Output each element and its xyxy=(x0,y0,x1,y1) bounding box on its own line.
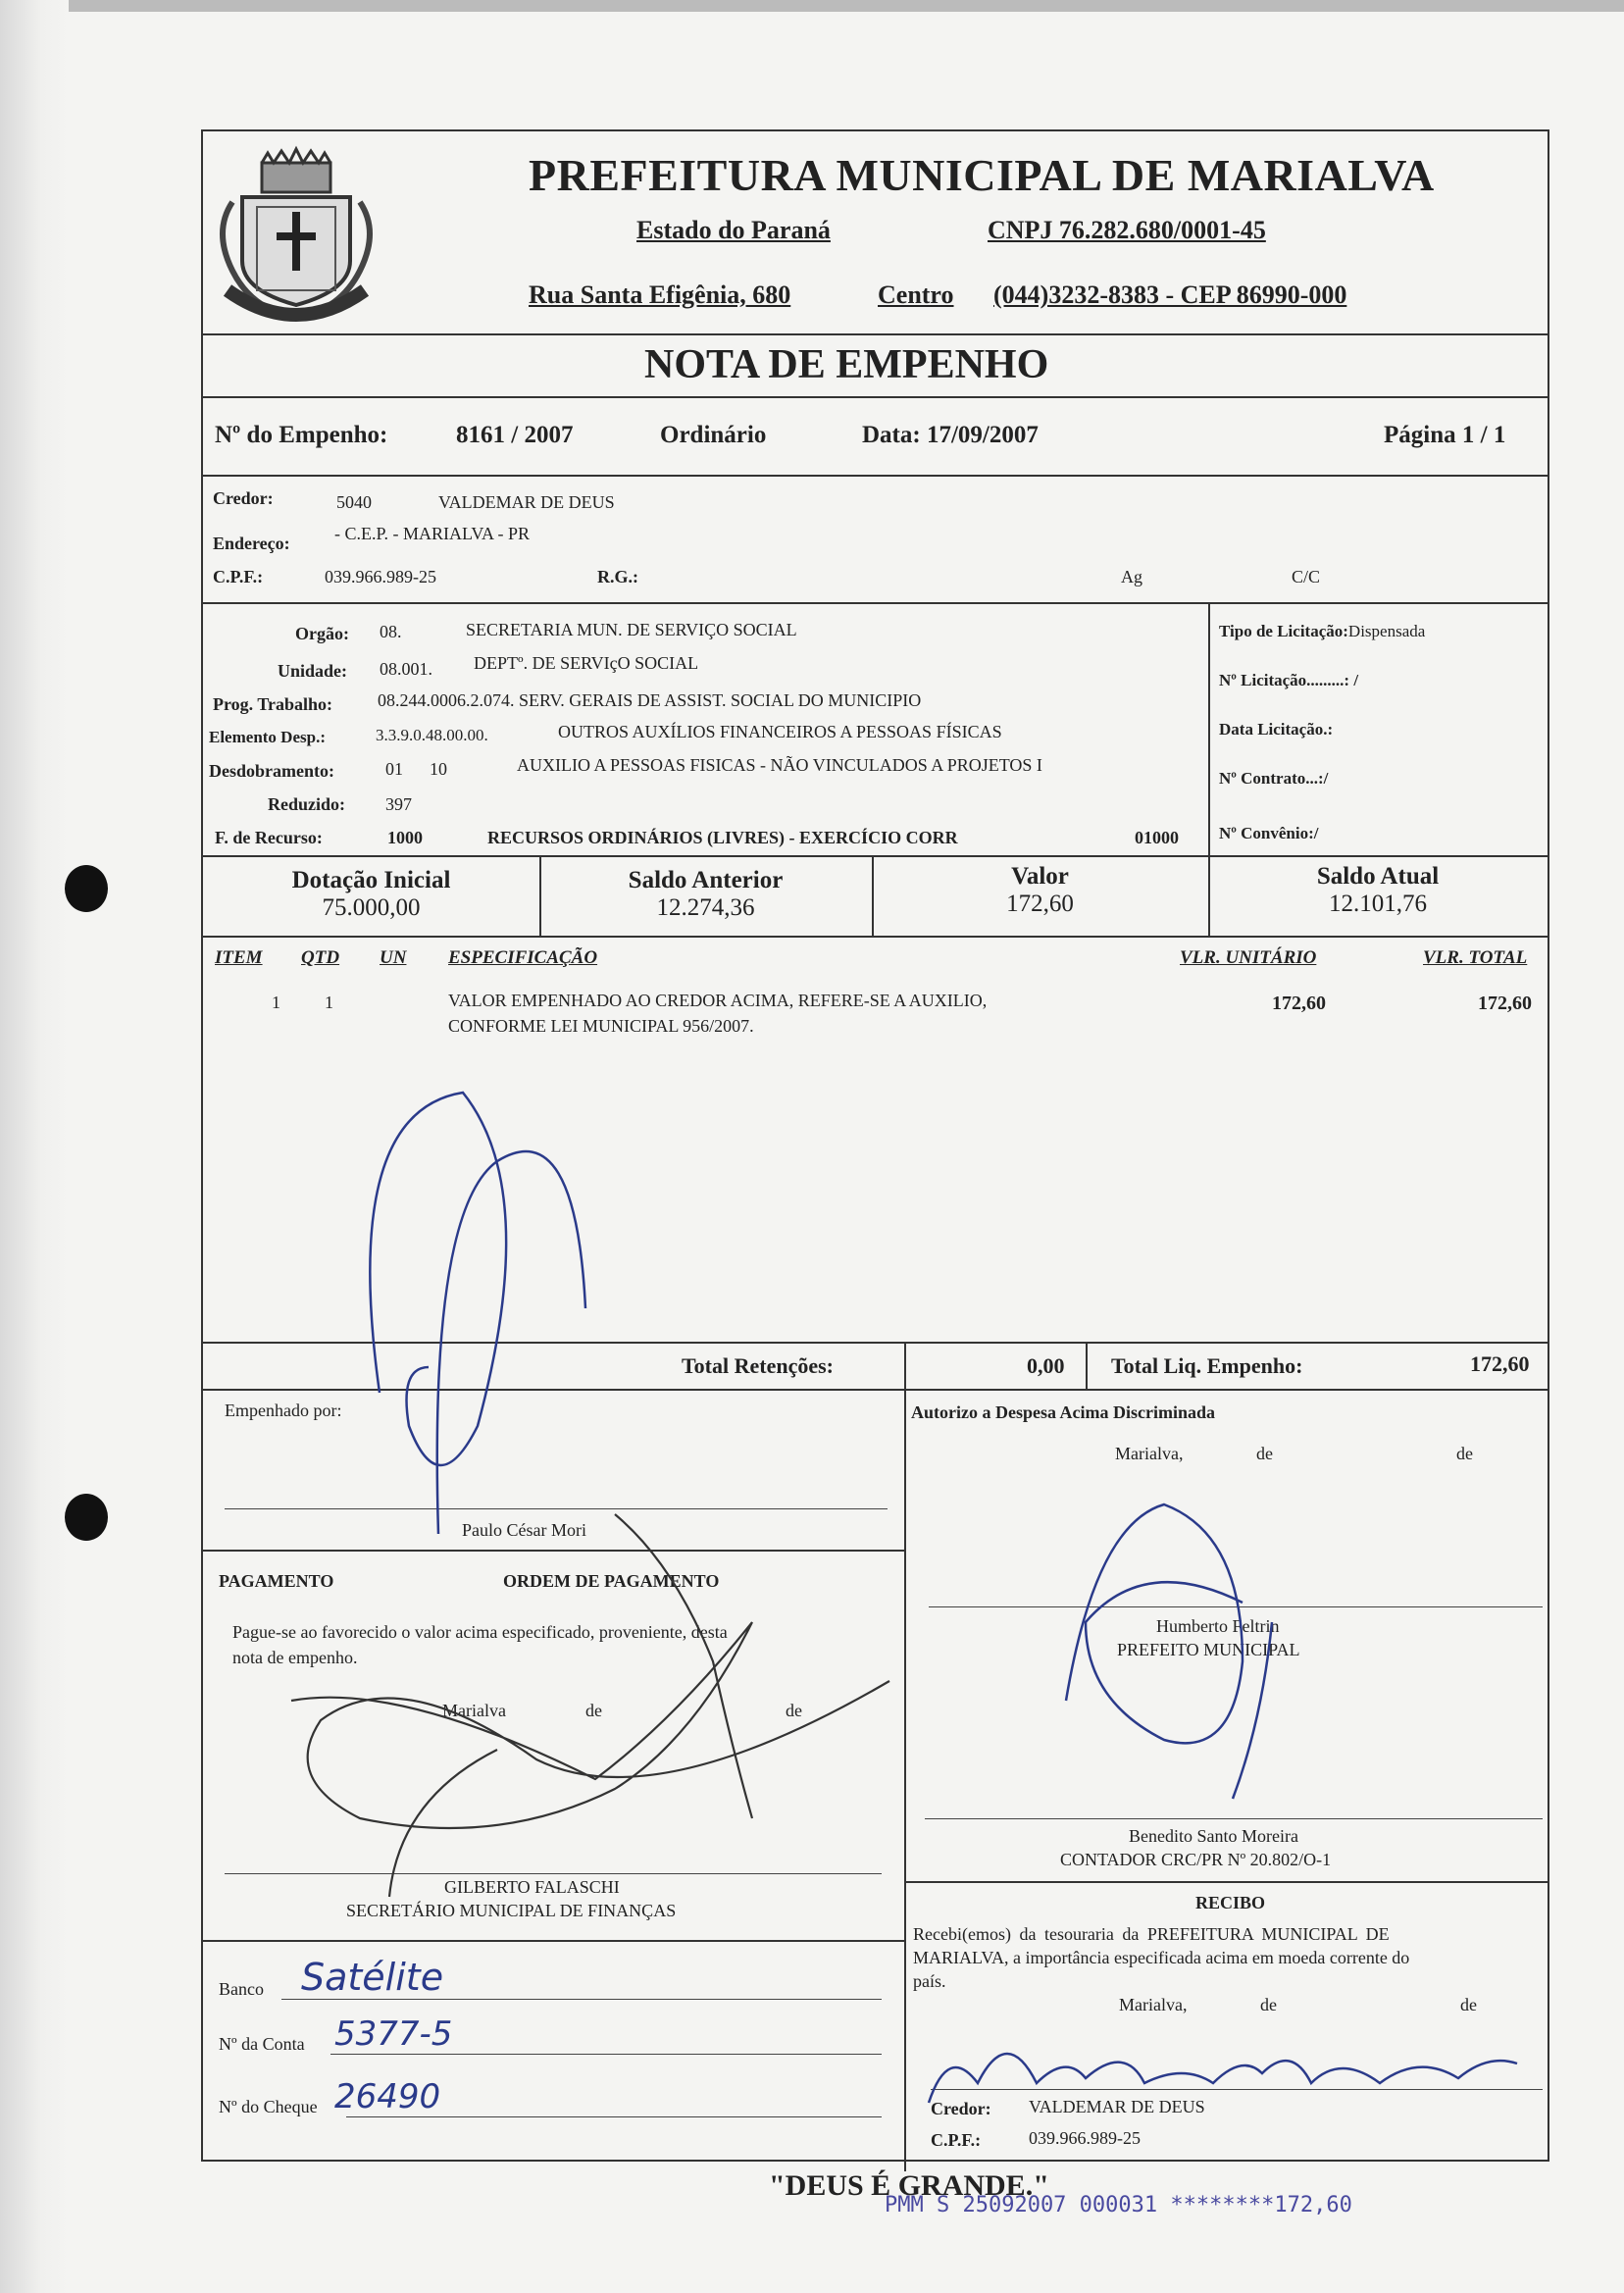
rg-label: R.G.: xyxy=(597,567,638,586)
recibo-cpf-value: 039.966.989-25 xyxy=(1029,2128,1141,2148)
date-de: de xyxy=(1460,1995,1477,2014)
phone-cep: (044)3232-8383 - CEP 86990-000 xyxy=(993,280,1347,309)
signature-stroke xyxy=(615,1514,752,1818)
signature-stroke xyxy=(389,1750,497,1897)
total-retencoes-label: Total Retenções: xyxy=(682,1353,834,1378)
reduzido-value: 397 xyxy=(385,794,412,814)
municipality-title: PREFEITURA MUNICIPAL DE MARIALVA xyxy=(529,150,1435,200)
address: Rua Santa Efigênia, 680 xyxy=(529,280,791,309)
ag-label: Ag xyxy=(1121,567,1142,586)
recibo-text-3: país. xyxy=(913,1971,946,1991)
row-total-value: 172,60 xyxy=(1478,993,1532,1014)
pague-se-text-1: Pague-se ao favorecido o valor acima especificado, proveniente, desta xyxy=(232,1622,728,1642)
balance-value: 75.000,00 xyxy=(322,894,421,921)
col-un: UN xyxy=(380,947,407,968)
col-item: ITEM xyxy=(215,947,263,968)
handwritten-signatures xyxy=(203,131,1548,2160)
fonte-label: F. de Recurso: xyxy=(215,828,323,847)
row-spec-line-2: CONFORME LEI MUNICIPAL 956/2007. xyxy=(448,1016,754,1036)
credor-code: 5040 xyxy=(336,492,372,512)
conta-label: Nº da Conta xyxy=(219,2034,305,2054)
fonte-value: RECURSOS ORDINÁRIOS (LIVRES) - EXERCÍCIO CORR xyxy=(487,828,958,847)
total-liquido-value: 172,60 xyxy=(1470,1351,1530,1376)
balance-value: 12.101,76 xyxy=(1329,891,1427,917)
cnpj: CNPJ 76.282.680/0001-45 xyxy=(988,216,1266,244)
recibo-credor-name: VALDEMAR DE DEUS xyxy=(1029,2097,1205,2116)
marialva-place: Marialva, xyxy=(1119,1995,1188,2014)
credor-name: VALDEMAR DE DEUS xyxy=(438,492,615,512)
signature-stroke xyxy=(437,1151,585,1534)
orgao-label: Orgão: xyxy=(295,624,349,643)
date-de: de xyxy=(585,1701,602,1720)
humberto-feltrin: Humberto Feltrin xyxy=(1156,1616,1280,1636)
empenho-type: Ordinário xyxy=(660,422,767,448)
signature-stroke xyxy=(1066,1504,1243,1743)
fonte-number: 01000 xyxy=(1135,828,1179,847)
row-item: 1 xyxy=(272,993,280,1012)
numero-licitacao: Nº Licitação.........: / xyxy=(1219,671,1359,689)
recibo-cpf-label: C.P.F.: xyxy=(931,2130,982,2150)
elemento-label: Elemento Desp.: xyxy=(209,728,326,746)
date-de: de xyxy=(1260,1995,1277,2014)
cpf-label: C.P.F.: xyxy=(213,567,264,586)
page-number: Página 1 / 1 xyxy=(1384,422,1506,448)
fonte-code: 1000 xyxy=(387,828,423,847)
orgao-value: SECRETARIA MUN. DE SERVIÇO SOCIAL xyxy=(466,620,797,639)
elemento-code: 3.3.9.0.48.00.00. xyxy=(376,726,488,744)
col-valor-unitario: VLR. UNITÁRIO xyxy=(1180,947,1317,968)
scan-left-edge xyxy=(0,0,69,2293)
unidade-label: Unidade: xyxy=(278,661,348,681)
reduzido-label: Reduzido: xyxy=(268,794,346,814)
desdobramento-label: Desdobramento: xyxy=(209,761,334,781)
total-liquido-label: Total Liq. Empenho: xyxy=(1111,1353,1303,1378)
date-de: de xyxy=(1456,1444,1473,1463)
empenho-date: Data: 17/09/2007 xyxy=(862,422,1039,448)
autorizo-label: Autorizo a Despesa Acima Discriminada xyxy=(911,1402,1215,1422)
banco-handwritten: Satélite xyxy=(301,1956,444,1999)
recibo-title: RECIBO xyxy=(1195,1893,1266,1912)
balance-label: Dotação Inicial xyxy=(291,867,451,893)
balance-label: Valor xyxy=(1011,863,1069,890)
gilberto-falaschi: GILBERTO FALASCHI xyxy=(444,1877,620,1897)
cpf-value: 039.966.989-25 xyxy=(325,567,436,586)
col-especificacao: ESPECIFICAÇÃO xyxy=(448,947,598,968)
data-licitacao: Data Licitação.: xyxy=(1219,720,1334,739)
nota-de-empenho-document xyxy=(201,129,1549,2162)
empenho-number: 8161 / 2007 xyxy=(456,422,574,448)
marialva-place: Marialva, xyxy=(1115,1444,1184,1463)
punch-hole-bottom xyxy=(65,1494,108,1541)
date-de: de xyxy=(786,1701,802,1720)
prefeito-municipal: PREFEITO MUNICIPAL xyxy=(1117,1640,1300,1659)
balance-value: 12.274,36 xyxy=(656,894,755,921)
unidade-code: 08.001. xyxy=(380,659,432,679)
balance-value: 172,60 xyxy=(1006,891,1074,917)
marialva-place: Marialva xyxy=(442,1701,506,1720)
date-de: de xyxy=(1256,1444,1273,1463)
banco-label: Banco xyxy=(219,1979,264,1999)
signature-stroke xyxy=(291,1622,889,1828)
recibo-text-1: Recebi(emos) da tesouraria da PREFEITURA MUNICIPAL DE xyxy=(913,1924,1390,1944)
prog-label: Prog. Trabalho: xyxy=(213,694,333,714)
conta-handwritten: 5377-5 xyxy=(334,2014,453,2054)
endereco-label: Endereço: xyxy=(213,534,290,553)
signature-stroke xyxy=(1233,1622,1272,1799)
endereco-value: - C.E.P. - MARIALVA - PR xyxy=(334,524,531,543)
footer-motto: "DEUS É GRANDE." xyxy=(769,2169,1049,2202)
row-spec-line-1: VALOR EMPENHADO AO CREDOR ACIMA, REFERE-SE A AUXILIO, xyxy=(448,991,988,1010)
secretario-financas: SECRETÁRIO MUNICIPAL DE FINANÇAS xyxy=(346,1901,677,1920)
cc-label: C/C xyxy=(1292,567,1321,586)
row-unit-value: 172,60 xyxy=(1272,993,1326,1014)
desdobramento-value: AUXILIO A PESSOAS FISICAS - NÃO VINCULADOS A PROJETOS I xyxy=(517,755,1042,775)
recibo-text-2: MARIALVA, a importância especificada acima em moeda corrente do xyxy=(913,1948,1410,1967)
benedito-santo-moreira: Benedito Santo Moreira xyxy=(1129,1826,1298,1846)
tipo-licitacao-value: Dispensada xyxy=(1347,622,1426,640)
credor-label: Credor: xyxy=(213,488,274,508)
signature-stroke xyxy=(929,2054,1517,2103)
orgao-code: 08. xyxy=(380,622,402,641)
contador-crc: CONTADOR CRC/PR Nº 20.802/O-1 xyxy=(1060,1850,1332,1869)
desdobramento-code: 01 10 xyxy=(385,759,447,779)
total-retencoes-value: 0,00 xyxy=(1027,1353,1065,1378)
prog-value: 08.244.0006.2.074. SERV. GERAIS DE ASSIST. SOCIAL DO MUNICIPIO xyxy=(378,690,922,710)
numero-contrato: Nº Contrato...:/ xyxy=(1219,769,1329,788)
paulo-cesar-mori: Paulo César Mori xyxy=(462,1520,586,1540)
balance-label: Saldo Anterior xyxy=(628,867,784,893)
unidade-value: DEPTº. DE SERVIçO SOCIAL xyxy=(474,653,699,673)
row-qtd: 1 xyxy=(325,993,333,1012)
empenho-label: Nº do Empenho: xyxy=(215,422,388,448)
elemento-value: OUTROS AUXÍLIOS FINANCEIROS A PESSOAS FÍSICAS xyxy=(558,722,1002,741)
balance-label: Saldo Atual xyxy=(1316,863,1440,890)
payment-stamp: PMM S 25092007 000031 ********172,60 xyxy=(885,2193,1352,2217)
state-name: Estado do Paraná xyxy=(636,216,831,244)
district: Centro xyxy=(878,280,954,309)
ordem-pagamento-label: ORDEM DE PAGAMENTO xyxy=(503,1571,720,1591)
punch-hole-top xyxy=(65,865,108,912)
document-title: NOTA DE EMPENHO xyxy=(644,342,1049,387)
recibo-credor-label: Credor: xyxy=(931,2099,991,2118)
col-qtd: QTD xyxy=(301,947,340,968)
pague-se-text-2: nota de empenho. xyxy=(232,1648,358,1667)
tipo-licitacao-label: Tipo de Licitação: xyxy=(1219,622,1348,640)
cheque-handwritten: 26490 xyxy=(334,2077,441,2116)
empenhado-por-label: Empenhado por: xyxy=(225,1401,342,1420)
pagamento-label: PAGAMENTO xyxy=(219,1571,334,1591)
cheque-label: Nº do Cheque xyxy=(219,2097,318,2116)
scan-top-edge xyxy=(0,0,1624,12)
col-valor-total: VLR. TOTAL xyxy=(1423,947,1528,968)
numero-convenio: Nº Convênio:/ xyxy=(1219,824,1319,842)
